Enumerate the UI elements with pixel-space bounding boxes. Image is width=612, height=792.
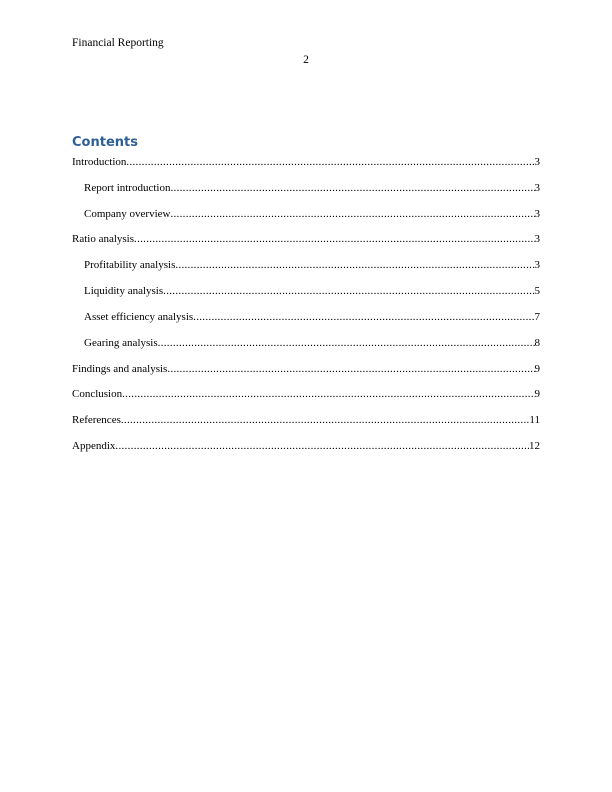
page-number: 2 — [303, 54, 309, 66]
toc-entry-page: 3 — [534, 259, 540, 271]
toc-entry-profitability-analysis[interactable] — [84, 258, 540, 272]
toc-entry-page: 3 — [534, 182, 540, 194]
toc-entry-company-overview[interactable] — [84, 207, 540, 221]
toc-entry-title: Liquidity analysis — [84, 285, 164, 297]
toc-entry-liquidity-analysis[interactable] — [84, 284, 540, 298]
toc-entry-page: 3 — [534, 233, 540, 245]
toc-dot-leader — [158, 336, 535, 350]
toc-entry-findings-and-analysis[interactable] — [72, 362, 540, 376]
toc-entry-page: 9 — [534, 363, 540, 375]
toc-entry-report-introduction[interactable] — [84, 181, 540, 195]
toc-entry-conclusion[interactable] — [72, 387, 540, 401]
toc-entry-title: Findings and analysis — [72, 363, 168, 375]
toc-entry-references[interactable] — [72, 413, 540, 427]
toc-entry-title: Introduction — [72, 156, 127, 168]
toc-entry-title: Profitability analysis — [84, 259, 176, 271]
toc-dot-leader — [122, 387, 534, 401]
toc-entry-page: 7 — [534, 311, 540, 323]
toc-entry-page: 3 — [534, 208, 540, 220]
toc-dot-leader — [115, 439, 529, 453]
toc-dot-leader — [170, 207, 534, 221]
toc-entry-page: 12 — [529, 440, 540, 452]
toc-entry-ratio-analysis[interactable] — [72, 232, 540, 246]
toc-entry-page: 9 — [534, 388, 540, 400]
toc-dot-leader — [163, 284, 534, 298]
toc-dot-leader — [193, 310, 534, 324]
toc-dot-leader — [121, 413, 530, 427]
toc-entry-title: Gearing analysis — [84, 337, 158, 349]
toc-entry-page: 3 — [534, 156, 540, 168]
toc-entry-asset-efficiency-analysis[interactable] — [84, 310, 540, 324]
toc-entry-title: Ratio analysis — [72, 233, 135, 245]
toc-entry-page: 5 — [534, 285, 540, 297]
toc-dot-leader — [167, 362, 534, 376]
toc-entry-page: 11 — [529, 414, 540, 426]
toc-dot-leader — [175, 258, 534, 272]
toc-entry-title: Appendix — [72, 440, 116, 452]
running-header: Financial Reporting — [72, 37, 164, 49]
toc-entry-page: 8 — [534, 337, 540, 349]
toc-dot-leader — [134, 232, 534, 246]
toc-entry-title: Report introduction — [84, 182, 171, 194]
toc-entry-gearing-analysis[interactable] — [84, 336, 540, 350]
toc-entry-title: Asset efficiency analysis — [84, 311, 194, 323]
toc-entry-appendix[interactable] — [72, 439, 540, 453]
toc-entry-title: Conclusion — [72, 388, 123, 400]
toc-heading: Contents — [72, 135, 138, 150]
toc-dot-leader — [170, 181, 534, 195]
toc-entry-title: Company overview — [84, 208, 171, 220]
toc-entry-introduction[interactable] — [72, 155, 540, 169]
toc-entry-title: References — [72, 414, 121, 426]
toc-dot-leader — [126, 155, 534, 169]
